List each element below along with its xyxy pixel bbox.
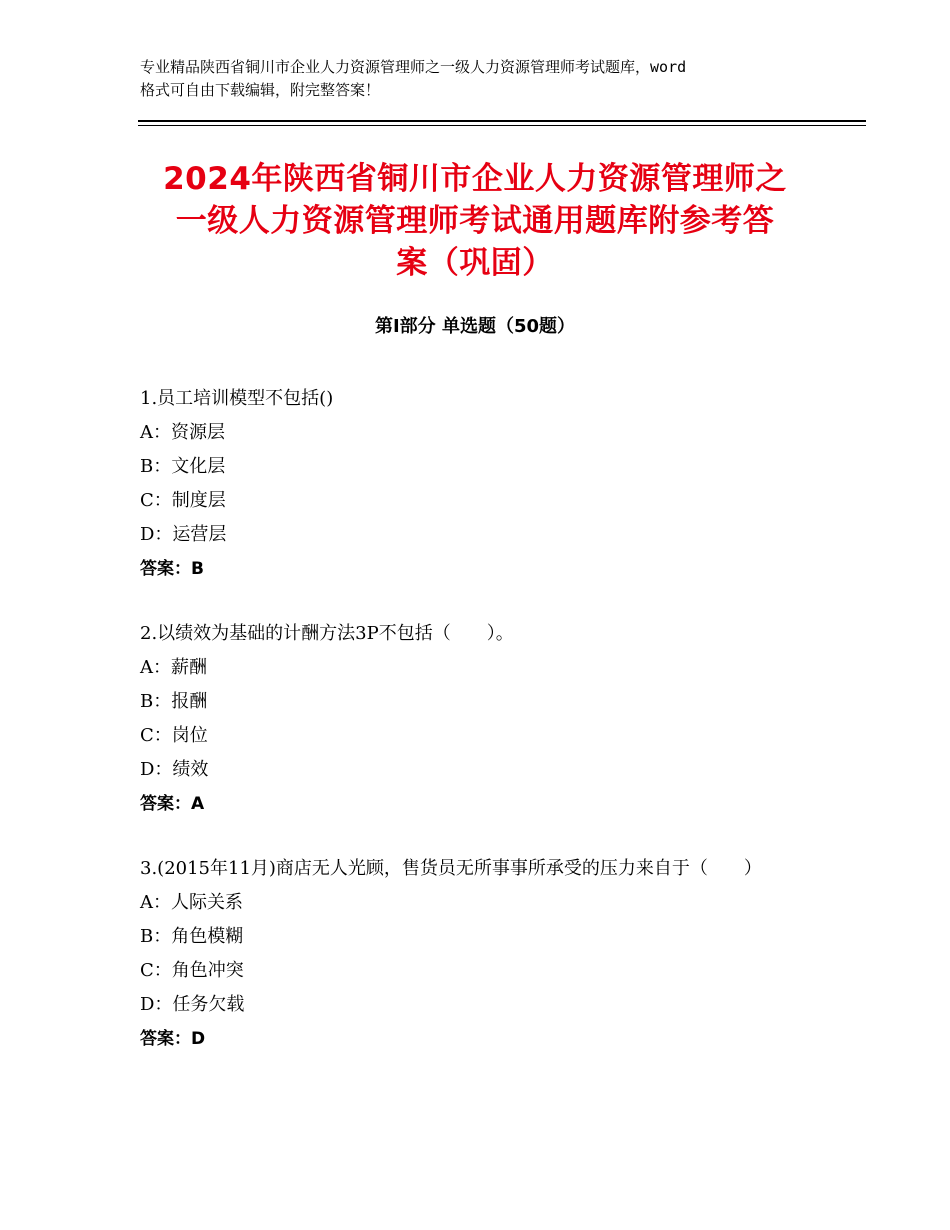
question-list	[140, 382, 820, 1087]
answer: 答案：D	[140, 1029, 206, 1049]
section-heading: 第Ⅰ部分 单选题（50题）	[374, 316, 575, 337]
header-divider-thick	[138, 120, 866, 122]
document-title-line-3: 案（巩固）	[396, 245, 554, 281]
header-divider-thin	[138, 125, 866, 126]
option-b: B：文化层	[140, 456, 226, 477]
question-3	[140, 852, 820, 1056]
document-title-line-2: 一级人力资源管理师考试通用题库附参考答	[175, 203, 775, 239]
document-title	[130, 158, 820, 284]
question-stem: 1.员工培训模型不包括()	[140, 388, 334, 409]
document-title-line-1: 2024年陕西省铜川市企业人力资源管理师之	[163, 161, 787, 197]
option-d: D：任务欠载	[140, 994, 245, 1015]
question-1	[140, 382, 820, 586]
header-note-line-1: 专业精品陕西省铜川市企业人力资源管理师之一级人力资源管理师考试题库，word	[140, 58, 687, 76]
option-c: C：角色冲突	[140, 960, 244, 981]
option-b: B：报酬	[140, 691, 208, 712]
option-c: C：制度层	[140, 490, 226, 511]
question-stem: 3.(2015年11月)商店无人光顾，售货员无所事事所承受的压力来自于（ ）	[140, 858, 762, 879]
option-a: A：资源层	[140, 422, 225, 443]
option-b: B：角色模糊	[140, 926, 244, 947]
question-2	[140, 617, 820, 821]
option-d: D：运营层	[140, 524, 227, 545]
question-stem: 2.以绩效为基础的计酬方法3P不包括（ ）。	[140, 623, 514, 644]
option-a: A：人际关系	[140, 892, 243, 913]
header-note-line-2: 格式可自由下载编辑，附完整答案！	[140, 81, 381, 99]
option-a: A：薪酬	[140, 657, 207, 678]
answer: 答案：A	[140, 794, 205, 814]
option-c: C：岗位	[140, 725, 208, 746]
option-d: D：绩效	[140, 759, 209, 780]
header-note	[140, 56, 840, 102]
answer: 答案：B	[140, 559, 204, 579]
